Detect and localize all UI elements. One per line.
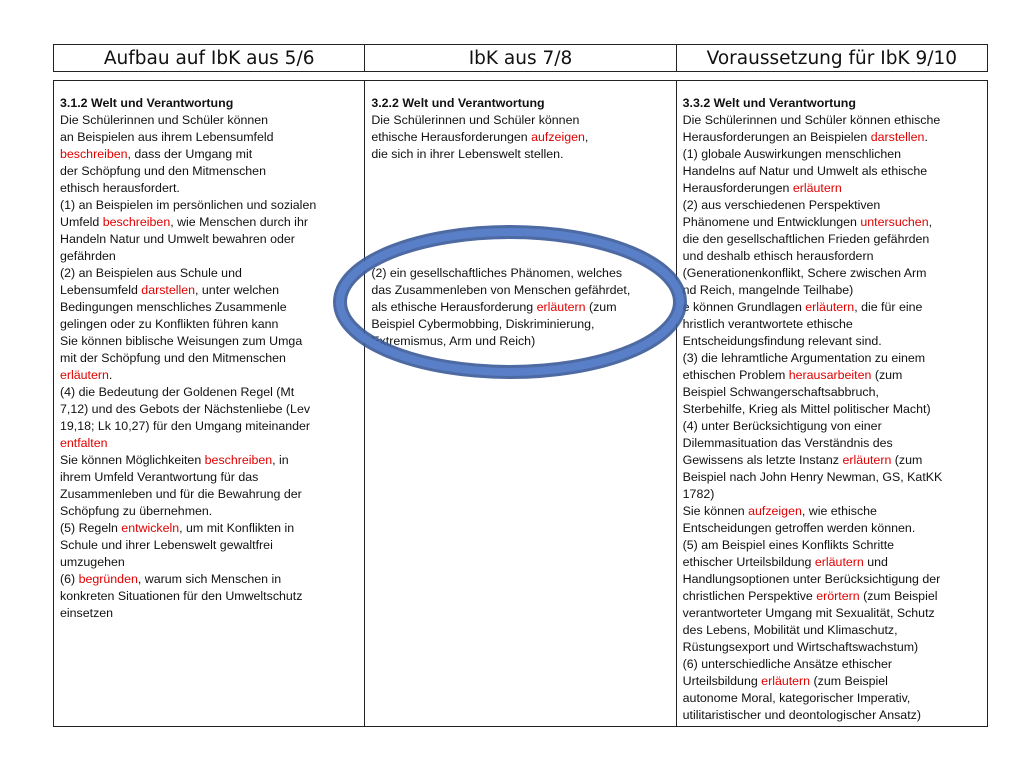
text-line xyxy=(683,622,981,639)
text-segment: Schule und ihrer Lebenswelt gewaltfrei xyxy=(60,538,273,552)
text-segment: ihrem Umfeld Verantwortung für das xyxy=(60,470,259,484)
text-segment: Phänomene und Entwicklungen xyxy=(682,215,861,229)
text-line xyxy=(683,707,981,724)
text-segment: Lebensumfeld xyxy=(60,283,142,297)
text-segment: 1782) xyxy=(682,487,715,501)
text-segment: Schöpfung zu übernehmen. xyxy=(60,504,213,518)
text-line xyxy=(371,316,669,333)
column-grade-5-6 xyxy=(54,81,364,726)
operator-verb: beschreiben xyxy=(60,147,128,161)
text-line xyxy=(60,112,358,129)
text-segment: , xyxy=(584,130,589,144)
text-segment: 3.3.2 Welt und Verantwortung xyxy=(682,96,856,110)
text-line xyxy=(60,537,358,554)
text-segment: 7,12) und des Gebots der Nächstenliebe (Lev xyxy=(60,402,311,416)
text-segment: Handlungsoptionen unter Berücksichtigung der xyxy=(682,572,941,586)
text-line xyxy=(683,333,981,350)
text-segment: 19,18; Lk 10,27) für den Umgang miteinander xyxy=(60,419,311,433)
text-line xyxy=(683,503,981,520)
text-segment: , warum sich Menschen in xyxy=(137,572,282,586)
text-segment: der Schöpfung und den Mitmenschen xyxy=(60,164,266,178)
text-segment: das Zusammenleben von Menschen gefährdet, xyxy=(371,283,631,297)
operator-verb: untersuchen xyxy=(860,215,929,229)
text-segment: die den gesellschaftlichen Frieden gefährden xyxy=(682,232,930,246)
text-line xyxy=(683,384,981,401)
text-segment: einsetzen xyxy=(60,606,114,620)
column-2-bottom-text xyxy=(371,265,669,350)
text-segment: utilitaristischer und deontologischer Ansatz) xyxy=(682,708,921,722)
text-segment: Sterbehilfe, Krieg als Mittel politischer Macht) xyxy=(682,402,931,416)
text-line xyxy=(683,197,981,214)
text-line xyxy=(683,571,981,588)
text-segment: Handeln Natur und Umwelt bewahren oder xyxy=(60,232,295,246)
operator-verb: herausarbeiten xyxy=(788,368,872,382)
text-segment: Rüstungsexport und Wirtschaftswachstum) xyxy=(682,640,919,654)
text-segment: an Beispielen aus ihrem Lebensumfeld xyxy=(60,130,274,144)
text-segment: , xyxy=(928,215,933,229)
text-segment: und deshalb ethisch herausfordern xyxy=(682,249,874,263)
text-segment: (6) xyxy=(60,572,79,586)
text-segment: Urteilsbildung xyxy=(682,674,762,688)
text-segment: (zum xyxy=(585,300,617,314)
text-line xyxy=(60,401,358,418)
text-line xyxy=(683,214,981,231)
operator-verb: aufzeigen xyxy=(748,504,802,518)
text-line xyxy=(683,401,981,418)
text-line xyxy=(683,180,981,197)
text-segment: ethischer Urteilsbildung xyxy=(682,555,815,569)
text-line xyxy=(371,129,669,146)
text-segment: gefährden xyxy=(60,249,116,263)
text-line xyxy=(683,486,981,503)
text-segment: gelingen oder zu Konflikten führen kann xyxy=(60,317,279,331)
text-segment: des Lebens, Mobilität und Klimaschutz, xyxy=(682,623,898,637)
text-segment: (6) unterschiedliche Ansätze ethischer xyxy=(682,657,893,671)
operator-verb: erläutern xyxy=(792,181,842,195)
text-line xyxy=(683,435,981,452)
text-line xyxy=(683,367,981,384)
text-line xyxy=(60,231,358,248)
text-line xyxy=(60,129,358,146)
text-line xyxy=(60,469,358,486)
text-segment: Beispiel Cybermobbing, Diskriminierung, xyxy=(371,317,595,331)
text-line xyxy=(683,282,981,299)
text-segment: 3.2.2 Welt und Verantwortung xyxy=(371,96,545,110)
operator-verb: erläutern xyxy=(842,453,892,467)
text-line xyxy=(371,112,669,129)
text-segment: Beispiel nach John Henry Newman, GS, KatKK xyxy=(682,470,943,484)
text-line xyxy=(60,520,358,537)
text-segment: , wie ethische xyxy=(801,504,877,518)
text-segment: Sie können xyxy=(682,504,749,518)
text-segment: ethisch herausfordert. xyxy=(60,181,180,195)
header-col-2: IbK aus 7/8 xyxy=(364,45,675,71)
text-segment: konkreten Situationen für den Umweltschutz xyxy=(60,589,303,603)
text-segment: (3) die lehramtliche Argumentation zu einem xyxy=(682,351,926,365)
text-segment: e können Grundlagen xyxy=(682,300,806,314)
text-segment: (2) aus verschiedenen Perspektiven xyxy=(682,198,881,212)
operator-verb: erörtern xyxy=(816,589,860,603)
text-line xyxy=(60,503,358,520)
text-line xyxy=(60,316,358,333)
text-segment: die sich in ihrer Lebenswelt stellen. xyxy=(371,147,564,161)
text-line xyxy=(60,486,358,503)
text-segment: (5) am Beispiel eines Konflikts Schritte xyxy=(682,538,895,552)
text-segment: ethischen Problem xyxy=(682,368,789,382)
text-line xyxy=(60,554,358,571)
text-line xyxy=(60,197,358,214)
text-segment: ethische Herausforderungen xyxy=(371,130,532,144)
text-segment: Herausforderungen an Beispielen xyxy=(682,130,871,144)
text-segment: umzugehen xyxy=(60,555,125,569)
text-segment: , wie Menschen durch ihr xyxy=(170,215,308,229)
text-segment: (4) die Bedeutung der Goldenen Regel (Mt xyxy=(60,385,295,399)
text-segment: (1) an Beispielen im persönlichen und sozialen xyxy=(60,198,317,212)
operator-verb: entfalten xyxy=(60,436,108,450)
text-line xyxy=(683,418,981,435)
text-line xyxy=(371,299,669,316)
text-segment: (5) Regeln xyxy=(60,521,122,535)
text-segment: (4) unter Berücksichtigung von einer xyxy=(682,419,882,433)
column-2-gap xyxy=(371,163,669,265)
text-segment: Die Schülerinnen und Schüler können xyxy=(371,113,580,127)
text-segment: (zum Beispiel xyxy=(859,589,938,603)
text-line xyxy=(683,452,981,469)
operator-verb: begründen xyxy=(78,572,138,586)
operator-verb: erläutern xyxy=(536,300,586,314)
section-heading xyxy=(60,95,358,112)
text-segment: Die Schülerinnen und Schüler können xyxy=(60,113,269,127)
text-line xyxy=(683,299,981,316)
text-segment: Dilemmasituation das Verständnis des xyxy=(682,436,893,450)
text-line xyxy=(60,146,358,163)
text-line xyxy=(60,282,358,299)
text-segment: (2) an Beispielen aus Schule und xyxy=(60,266,242,280)
text-segment: nd Reich, mangelnde Teilhabe) xyxy=(682,283,854,297)
text-line xyxy=(60,367,358,384)
text-line xyxy=(60,605,358,622)
text-segment: Entscheidungen getroffen werden können. xyxy=(682,521,916,535)
operator-verb: erläutern xyxy=(60,368,109,382)
text-line xyxy=(683,129,981,146)
column-2-top-text xyxy=(371,95,669,163)
text-segment: . xyxy=(108,368,113,382)
operator-verb: darstellen xyxy=(141,283,196,297)
text-segment: (zum xyxy=(891,453,923,467)
text-segment: Bedingungen menschliches Zusammenle xyxy=(60,300,287,314)
text-line xyxy=(683,146,981,163)
text-line xyxy=(683,537,981,554)
operator-verb: erläutern xyxy=(761,674,811,688)
text-line xyxy=(60,452,358,469)
text-line xyxy=(683,605,981,622)
text-line xyxy=(60,214,358,231)
text-line xyxy=(60,384,358,401)
text-line xyxy=(683,673,981,690)
text-line xyxy=(60,571,358,588)
text-segment: Zusammenleben und für die Bewahrung der xyxy=(60,487,302,501)
operator-verb: beschreiben xyxy=(204,453,273,467)
text-line xyxy=(683,639,981,656)
operator-verb: darstellen xyxy=(870,130,925,144)
text-segment: autonome Moral, kategorischer Imperativ, xyxy=(682,691,911,705)
text-segment: Beispiel Schwangerschaftsabbruch, xyxy=(682,385,879,399)
text-segment: (1) globale Auswirkungen menschlichen xyxy=(682,147,901,161)
text-segment: (zum xyxy=(871,368,903,382)
text-segment: Die Schülerinnen und Schüler können ethische xyxy=(682,113,941,127)
text-line xyxy=(683,656,981,673)
text-line xyxy=(60,265,358,282)
header-col-3: Voraussetzung für IbK 9/10 xyxy=(676,45,987,71)
text-line xyxy=(371,146,669,163)
text-segment: christlichen Perspektive xyxy=(682,589,817,603)
text-line xyxy=(683,163,981,180)
section-heading xyxy=(371,95,669,112)
text-line xyxy=(683,554,981,571)
text-line xyxy=(371,282,669,299)
text-line xyxy=(371,333,669,350)
text-segment: Entscheidungsfindung relevant sind. xyxy=(682,334,882,348)
text-segment: 3.1.2 Welt und Verantwortung xyxy=(60,96,234,110)
text-segment: als ethische Herausforderung xyxy=(371,300,537,314)
operator-verb: entwickeln xyxy=(121,521,180,535)
text-line xyxy=(60,180,358,197)
text-line xyxy=(683,316,981,333)
text-segment: Umfeld xyxy=(60,215,103,229)
text-line xyxy=(683,469,981,486)
text-line xyxy=(683,231,981,248)
text-line xyxy=(60,435,358,452)
text-line xyxy=(60,333,358,350)
column-grade-7-8 xyxy=(364,81,675,726)
section-heading xyxy=(683,95,981,112)
text-segment: (zum Beispiel xyxy=(810,674,888,688)
text-line xyxy=(60,350,358,367)
header-col-1: Aufbau auf IbK aus 5/6 xyxy=(103,47,315,69)
text-segment: (2) ein gesellschaftliches Phänomen, welches xyxy=(371,266,623,280)
text-segment: Gewissens als letzte Instanz xyxy=(682,453,843,467)
operator-verb: aufzeigen xyxy=(531,130,585,144)
text-segment: Handelns auf Natur und Umwelt als ethische xyxy=(682,164,928,178)
text-segment: Sie können Möglichkeiten xyxy=(60,453,205,467)
column-grade-9-10 xyxy=(676,81,987,726)
header-table xyxy=(53,44,988,72)
content-table xyxy=(53,80,988,727)
text-line xyxy=(60,418,358,435)
operator-verb: erläutern xyxy=(805,300,855,314)
text-segment: (Generationenkonflikt, Schere zwischen Arm xyxy=(682,266,927,280)
text-segment: , die für eine xyxy=(854,300,923,314)
text-line xyxy=(683,248,981,265)
text-line xyxy=(371,265,669,282)
text-segment: und xyxy=(863,555,888,569)
text-line xyxy=(60,588,358,605)
text-line xyxy=(683,588,981,605)
text-line xyxy=(60,163,358,180)
text-segment: Sie können biblische Weisungen zum Umga xyxy=(60,334,303,348)
text-segment: . xyxy=(924,130,928,144)
text-segment: hristlich verantwortete ethische xyxy=(682,317,853,331)
operator-verb: erläutern xyxy=(814,555,864,569)
text-segment: , um mit Konflikten in xyxy=(179,521,295,535)
text-line xyxy=(683,265,981,282)
text-line xyxy=(60,299,358,316)
text-segment: , in xyxy=(272,453,289,467)
text-line xyxy=(683,690,981,707)
text-segment: , dass der Umgang mit xyxy=(127,147,253,161)
text-line xyxy=(683,112,981,129)
text-line xyxy=(60,248,358,265)
text-segment: Extremismus, Arm und Reich) xyxy=(371,334,536,348)
text-segment: verantworteter Umgang mit Sexualität, Schutz xyxy=(682,606,935,620)
text-segment: mit der Schöpfung und den Mitmenschen xyxy=(60,351,286,365)
operator-verb: beschreiben xyxy=(102,215,171,229)
text-line xyxy=(683,520,981,537)
text-segment: , unter welchen xyxy=(195,283,280,297)
text-line xyxy=(683,350,981,367)
text-segment: Herausforderungen xyxy=(682,181,793,195)
